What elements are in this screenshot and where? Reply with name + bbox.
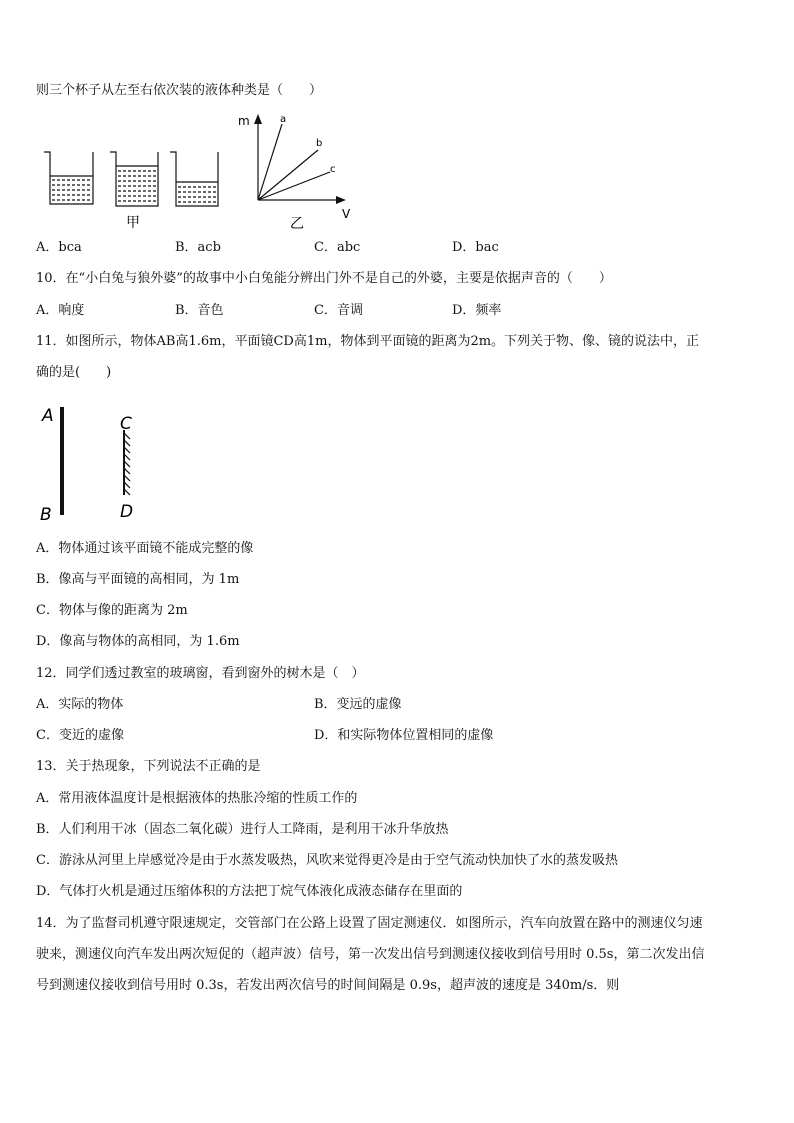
- object-ab: [60, 407, 64, 515]
- label-B: B: [40, 505, 52, 525]
- q9-stem: 则三个杯子从左至右依次装的液体种类是（ ）: [36, 83, 323, 98]
- q11-figure: [30, 395, 230, 535]
- q10-stem: 10．在“小白兔与狼外婆”的故事中小白兔能分辨出门外不是自己的外婆，主要是依据声音的（ ）: [36, 271, 612, 286]
- q10-option-b: B．音色: [175, 303, 224, 318]
- line-b: [258, 150, 318, 200]
- line-a: [258, 124, 282, 200]
- beaker-2: [110, 152, 158, 206]
- axis-v: V: [342, 207, 351, 221]
- line-c: [258, 172, 330, 200]
- label-A: A: [42, 406, 54, 426]
- beaker-3: [170, 152, 218, 206]
- q13-option-a: A．常用液体温度计是根据液体的热胀冷缩的性质工作的: [36, 791, 358, 806]
- label-c: c: [330, 164, 336, 175]
- q11-stem-line2: 确的是( ): [36, 365, 112, 380]
- q11-stem-line1: 11．如图所示，物体AB高1.6m，平面镜CD高1m，物体到平面镜的距离为2m。下列关于物、像、镜的说法中，正: [36, 334, 700, 349]
- q14-line3: 号到测速仪接收到信号用时 0.3s，若发出两次信号的时间间隔是 0.9s，超声波的速度是 340m/s．则: [36, 978, 620, 993]
- beaker-1: [44, 152, 93, 204]
- q9-option-a: A．bca: [36, 240, 82, 255]
- q11-option-c: C．物体与像的距离为 2m: [36, 603, 188, 618]
- q10-option-c: C．音调: [314, 303, 363, 318]
- label-b: b: [316, 138, 323, 149]
- q12-option-a: A．实际的物体: [36, 697, 124, 712]
- q14-line2: 驶来，测速仪向汽车发出两次短促的（超声波）信号，第一次发出信号到测速仪接收到信号用时 0.5s，第二次发出信: [36, 947, 705, 962]
- label-C: C: [120, 414, 132, 434]
- q9-option-c: C．abc: [314, 240, 361, 255]
- q9-option-d: D．bac: [452, 240, 499, 255]
- q12-option-b: B．变远的虚像: [314, 697, 402, 712]
- q11-option-b: B．像高与平面镜的高相同，为 1m: [36, 572, 240, 587]
- label-a: a: [280, 114, 287, 125]
- q13-stem: 13．关于热现象，下列说法不正确的是: [36, 759, 261, 774]
- mv-graph: [254, 114, 346, 204]
- q9-option-b: B．acb: [175, 240, 221, 255]
- label-D: D: [120, 502, 134, 522]
- q12-option-d: D．和实际物体位置相同的虚像: [314, 728, 494, 743]
- q10-option-d: D．频率: [452, 303, 502, 318]
- q12-stem: 12．同学们透过教室的玻璃窗，看到窗外的树木是（ ）: [36, 666, 365, 681]
- q9-figure: [0, 100, 794, 340]
- q11-option-a: A．物体通过该平面镜不能成完整的像: [36, 541, 254, 556]
- fig-label-yi: 乙: [290, 216, 304, 232]
- fig-label-jia: 甲: [126, 215, 140, 231]
- q14-line1: 14．为了监督司机遵守限速规定，交管部门在公路上设置了固定测速仪．如图所示，汽车向放置在路中的测速仪匀速: [36, 916, 703, 931]
- q11-option-d: D．像高与物体的高相同，为 1.6m: [36, 634, 240, 649]
- q12-option-c: C．变近的虚像: [36, 728, 124, 743]
- q13-option-b: B．人们利用干冰（固态二氧化碳）进行人工降雨，是利用干冰升华放热: [36, 822, 449, 837]
- q13-option-d: D．气体打火机是通过压缩体积的方法把丁烷气体液化成液态储存在里面的: [36, 884, 463, 899]
- q13-option-c: C．游泳从河里上岸感觉冷是由于水蒸发吸热，风吹来觉得更冷是由于空气流动快加快了水的蒸发吸热: [36, 853, 618, 868]
- axis-m: m: [238, 114, 250, 128]
- q10-option-a: A．响度: [36, 303, 85, 318]
